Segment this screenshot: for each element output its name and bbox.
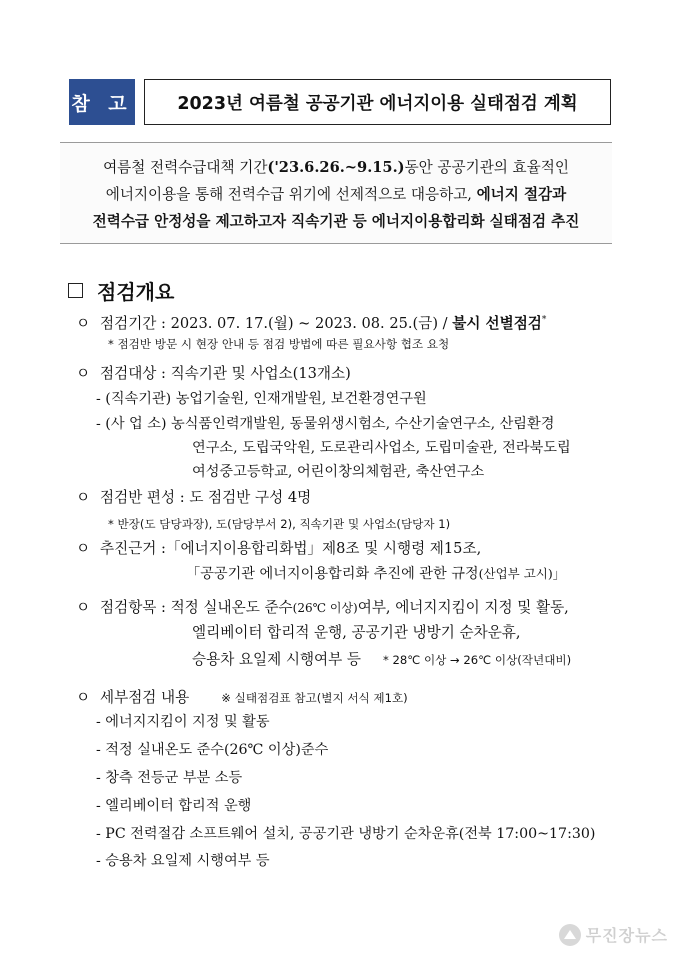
- items-note: * 28℃ 이상 → 26℃ 이상(작년대비): [383, 653, 572, 667]
- target-office-2: 연구소, 도립국악원, 도로관리사업소, 도립미술관, 전라북도립: [192, 440, 571, 456]
- section-title: 점검개요: [97, 280, 175, 304]
- watermark-text: 무진장뉴스: [585, 926, 668, 945]
- reference-tag: 참 고: [69, 79, 135, 125]
- section-heading: [68, 276, 174, 305]
- summary-text: 동안 공공기관의 효율적인: [404, 159, 569, 176]
- footnote-mark: *: [541, 315, 547, 325]
- items-text: 점검항목 : 적정 실내온도 준수: [100, 599, 293, 616]
- items-text: 여부, 에너지지킴이 지정 및 활동,: [357, 599, 569, 616]
- inspection-items: [76, 598, 569, 618]
- details-text: 세부점검 내용: [100, 689, 190, 706]
- summary-text: 에너지이용을 통해 전력수급 위기에 선제적으로 대응하고,: [105, 186, 477, 203]
- period-text: 점검기간 : 2023. 07. 17.(월) ~ 2023. 08. 25.(금) /: [100, 314, 453, 332]
- team-text: 점검반 편성 : 도 점검반 구성 4명: [100, 489, 312, 506]
- list-item: - 적정 실내온도 준수(26℃ 이상)준수: [96, 742, 329, 758]
- watermark-logo-icon: [559, 924, 581, 946]
- team-note: * 반장(도 담당과장), 도(담당부서 2), 직속기관 및 사업소(담당자 1): [108, 517, 451, 531]
- bullet-icon: ㅇ: [76, 540, 91, 557]
- checkbox-square-icon: [68, 283, 83, 298]
- summary-line-3: 전력수급 안정성을 제고하고자 직속기관 등 에너지이용합리화 실태점검 추진: [92, 213, 580, 230]
- summary-line-2: [60, 185, 612, 205]
- summary-text: 여름철 전력수급대책 기간: [103, 159, 268, 176]
- items-line-2: 엘리베이터 합리적 운행, 공공기관 냉방기 순차운휴,: [192, 624, 521, 641]
- watermark: [559, 923, 668, 946]
- items-line-3: [192, 650, 571, 670]
- basis-source: (산업부 고시)」: [478, 566, 566, 581]
- list-item: - PC 전력절감 소프트웨어 설치, 공공기관 냉방기 순차운휴(전북 17:00~17:30): [96, 826, 596, 842]
- target-item: [76, 364, 351, 384]
- basis-text: 「공공기관 에너지이용합리화 추진에 관한 규정: [186, 566, 479, 582]
- document-header: [69, 79, 611, 125]
- list-item: - 창측 전등군 부분 소등: [96, 770, 243, 786]
- basis-text: 추진근거 :「에너지이용합리화법」제8조 및 시행령 제15조,: [100, 540, 482, 557]
- bullet-icon: ㅇ: [76, 314, 91, 332]
- list-item: - 엘리베이터 합리적 운행: [96, 798, 252, 814]
- document-title: 2023년 여름철 공공기관 에너지이용 실태점검 계획: [144, 79, 611, 125]
- target-office-1: - (사 업 소) 농식품인력개발원, 동물위생시험소, 수산기술연구소, 산림환경: [96, 416, 555, 432]
- period-emphasis: 불시 선별점검: [452, 314, 542, 332]
- period-note: * 점검반 방문 시 현장 안내 등 점검 방법에 따른 필요사항 협조 요청: [108, 337, 450, 351]
- summary-period: ('23.6.26.~9.15.): [267, 159, 405, 176]
- bullet-icon: ㅇ: [76, 489, 91, 506]
- summary-line-1: [60, 158, 612, 178]
- items-text: 승용차 요일제 시행여부 등: [192, 651, 361, 668]
- list-item: - 에너지지킴이 지정 및 활동: [96, 714, 270, 730]
- summary-box: [60, 142, 612, 244]
- target-direct: - (직속기관) 농업기술원, 인재개발원, 보건환경연구원: [96, 391, 427, 407]
- basis-line-2: [186, 564, 565, 584]
- period-item: [76, 310, 546, 334]
- bullet-icon: ㅇ: [76, 599, 91, 616]
- items-temperature: (26℃ 이상): [292, 601, 358, 615]
- basis-item: [76, 539, 481, 559]
- bullet-icon: ㅇ: [76, 689, 91, 706]
- details-item: [76, 688, 408, 708]
- target-office-3: 여성중고등학교, 어린이창의체험관, 축산연구소: [192, 464, 485, 480]
- summary-emphasis: 에너지 절감과: [476, 186, 567, 203]
- details-note: ※ 실태점검표 참고(별지 서식 제1호): [221, 691, 408, 705]
- list-item: - 승용차 요일제 시행여부 등: [96, 853, 270, 869]
- bullet-icon: ㅇ: [76, 365, 91, 382]
- team-item: [76, 488, 311, 508]
- target-text: 점검대상 : 직속기관 및 사업소(13개소): [100, 365, 351, 382]
